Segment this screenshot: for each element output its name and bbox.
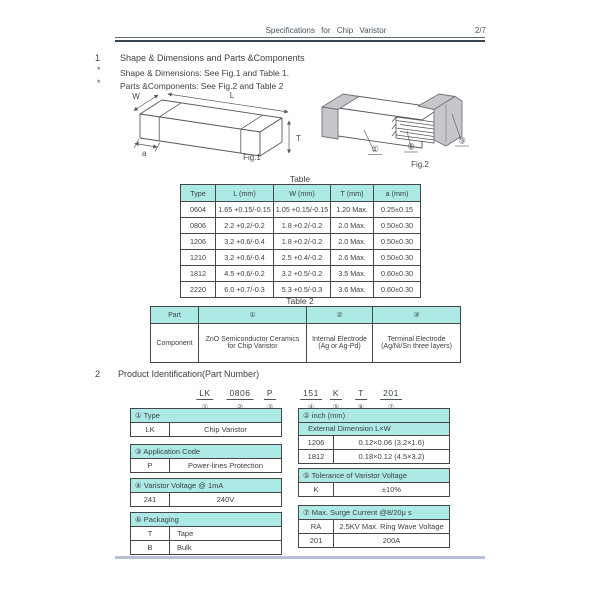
cell: 0.50±0.30 bbox=[374, 218, 421, 234]
table-row bbox=[299, 483, 449, 496]
col-header-type: Type bbox=[181, 185, 216, 202]
dimensions-table bbox=[180, 184, 421, 298]
fig2-chip-parts-drawing bbox=[312, 84, 502, 160]
table-row bbox=[151, 324, 461, 363]
col-header-1: ① bbox=[199, 307, 307, 324]
cell: 4.5 +0.6/-0.2 bbox=[216, 266, 274, 282]
fig1-label-t: T bbox=[296, 134, 301, 143]
code-table-type bbox=[130, 408, 282, 437]
cell-terminal-electrode: Terminal Electrode (Ag/Ni/Sn three layers) bbox=[373, 324, 461, 363]
cell: 0806 bbox=[181, 218, 216, 234]
table-row bbox=[299, 520, 449, 533]
cell: 0.60±0.30 bbox=[374, 282, 421, 298]
value-cell: 0.12×0.06 (3.2×1.6) bbox=[358, 438, 425, 447]
part-number-segment bbox=[380, 383, 402, 411]
code-cell: B bbox=[131, 541, 170, 554]
code-cell: K bbox=[299, 483, 334, 496]
pn-code: K bbox=[330, 388, 342, 400]
code-table-inch bbox=[298, 408, 450, 464]
cell: 0.50±0.30 bbox=[374, 234, 421, 250]
code-table-application-title: ③ Application Code bbox=[131, 445, 281, 459]
cell: 2220 bbox=[181, 282, 216, 298]
section2-title: Product Identification(Part Number) bbox=[118, 369, 260, 379]
table-row bbox=[299, 533, 449, 547]
header-rule-thin bbox=[115, 37, 485, 38]
section1-title: Shape & Dimensions and Parts &Components bbox=[120, 53, 305, 63]
cell: 1.65 +0.15/-0.15 bbox=[216, 202, 274, 218]
value-cell: 200A bbox=[382, 536, 401, 545]
cell: 1.8 +0.2/-0.2 bbox=[274, 218, 331, 234]
pn-code: 0806 bbox=[227, 388, 254, 400]
code-table-packaging-title: ⑥ Packaging bbox=[131, 513, 281, 527]
cell-ceramics: ZnO Semiconductor Ceramics for Chip Varistor bbox=[199, 324, 307, 363]
code-table-surge-title: ⑦ Max. Surge Current @8/20μ s bbox=[299, 506, 449, 520]
pn-code: 201 bbox=[380, 388, 402, 400]
cell: 3.2 +0.6/-0.4 bbox=[216, 250, 274, 266]
table-row bbox=[181, 234, 421, 250]
bullet-shape-dimensions: Shape & Dimensions: See Fig.1 and Table 1. bbox=[120, 68, 290, 78]
col-header-w: W (mm) bbox=[274, 185, 331, 202]
code-table-tolerance bbox=[298, 468, 450, 497]
value-cell: ±10% bbox=[381, 485, 402, 494]
value-cell: Bulk bbox=[177, 543, 192, 552]
cell: 1.8 +0.2/-0.2 bbox=[274, 234, 331, 250]
dimensions-table-header-row bbox=[181, 185, 421, 202]
part-number-segment bbox=[355, 383, 367, 411]
col-header-l: L (mm) bbox=[216, 185, 274, 202]
pn-code: T bbox=[355, 388, 367, 400]
code-cell: LK bbox=[131, 423, 170, 436]
cell: 0.50±0.30 bbox=[374, 250, 421, 266]
code-table-packaging bbox=[130, 512, 282, 555]
part-number-segment bbox=[330, 383, 342, 411]
cell: 1.20 Max. bbox=[331, 202, 374, 218]
code-table-voltage-title: ④ Varistor Voltage @ 1mA bbox=[131, 479, 281, 493]
cell: 6.0 +0.7/-0.3 bbox=[216, 282, 274, 298]
code-table-voltage bbox=[130, 478, 282, 507]
cell-component-label: Component bbox=[151, 324, 199, 363]
value-cell: 0.18×0.12 (4.5×3.2) bbox=[358, 452, 425, 461]
section1-number: 1 bbox=[95, 53, 101, 63]
table-row bbox=[181, 250, 421, 266]
code-cell: T bbox=[131, 527, 170, 540]
code-table-application bbox=[130, 444, 282, 473]
cell: 2.5 +0.4/-0.2 bbox=[274, 250, 331, 266]
cell: 0.60±0.30 bbox=[374, 266, 421, 282]
value-cell: Power-lines Protection bbox=[187, 461, 264, 470]
fig1-label-a: a bbox=[142, 149, 147, 158]
fig1-label-l: L bbox=[229, 91, 235, 100]
code-table-surge bbox=[298, 505, 450, 548]
fig2-caption: Fig.2 bbox=[411, 160, 429, 169]
value-cell: Tape bbox=[177, 529, 194, 538]
cell: 1812 bbox=[181, 266, 216, 282]
value-cell: 240V bbox=[216, 495, 235, 504]
code-cell: 1206 bbox=[299, 436, 334, 449]
fig2-callout-2: ② bbox=[407, 141, 415, 152]
table-row bbox=[181, 218, 421, 234]
part-number-segment bbox=[196, 383, 213, 411]
section2-number: 2 bbox=[95, 369, 101, 379]
cell: 2.0 Max. bbox=[331, 218, 374, 234]
components-table bbox=[150, 306, 461, 363]
table-row bbox=[181, 202, 421, 218]
bullet-marker: * bbox=[97, 65, 101, 75]
cell: 2.0 Max. bbox=[331, 234, 374, 250]
page-number: 2/7 bbox=[474, 26, 486, 35]
table-row bbox=[131, 423, 281, 436]
table-row bbox=[299, 449, 449, 463]
cell: 0604 bbox=[181, 202, 216, 218]
bullet-parts-components: Parts &Components: See Fig.2 and Table 2 bbox=[120, 81, 284, 91]
col-header-part: Part bbox=[151, 307, 199, 324]
col-header-t: T (mm) bbox=[331, 185, 374, 202]
cell: 3.2 +0.6/-0.4 bbox=[216, 234, 274, 250]
code-table-type-title: ① Type bbox=[131, 409, 281, 423]
cell: 1210 bbox=[181, 250, 216, 266]
pn-code: 151 bbox=[300, 388, 322, 400]
fig1-chip-dimensions-drawing bbox=[112, 90, 317, 158]
pn-code: P bbox=[264, 388, 276, 400]
table-row bbox=[131, 493, 281, 506]
cell-internal-electrode: Internal Electrode (Ag or Ag-Pd) bbox=[307, 324, 373, 363]
bullet-marker: * bbox=[97, 78, 101, 88]
code-cell: 241 bbox=[131, 493, 170, 506]
code-cell: 201 bbox=[299, 534, 334, 547]
table1-caption: Table bbox=[289, 174, 311, 184]
page-header-title: Specifications for Chip Varistor bbox=[265, 26, 387, 35]
pn-code: LK bbox=[196, 388, 213, 400]
value-cell: Chip Varistor bbox=[204, 425, 247, 434]
cell: 3.6 Max. bbox=[331, 282, 374, 298]
fig2-callout-1: ① bbox=[371, 144, 379, 154]
table-row bbox=[131, 540, 281, 554]
fig2-callout-3: ③ bbox=[458, 135, 466, 146]
col-header-2: ② bbox=[307, 307, 373, 324]
header-rule-thick bbox=[115, 40, 485, 42]
fig1-label-w: W bbox=[132, 92, 140, 101]
cell: 3.2 +0.5/-0.2 bbox=[274, 266, 331, 282]
cell: 2.6 Max. bbox=[331, 250, 374, 266]
value-cell: 2.5KV Max. Ring Wave Voltage bbox=[339, 522, 444, 531]
code-table-tolerance-title: ⑤ Tolerance of Varistor Voltage bbox=[299, 469, 449, 483]
col-header-a: a (mm) bbox=[374, 185, 421, 202]
table-row bbox=[299, 436, 449, 449]
footer-rule bbox=[115, 556, 485, 559]
cell: 1206 bbox=[181, 234, 216, 250]
table-row bbox=[131, 459, 281, 472]
cell: 0.25±0.15 bbox=[374, 202, 421, 218]
part-number-segment bbox=[264, 383, 276, 411]
cell: 3.5 Max. bbox=[331, 266, 374, 282]
table2-caption: Table 2 bbox=[286, 296, 314, 306]
part-number-segment bbox=[300, 383, 322, 411]
code-cell: RA bbox=[299, 520, 334, 533]
fig1-caption: Fig.1 bbox=[243, 153, 261, 162]
code-cell: P bbox=[131, 459, 170, 472]
table-row bbox=[131, 527, 281, 540]
code-table-inch-title: ② inch (mm) bbox=[299, 409, 449, 423]
table-row bbox=[181, 266, 421, 282]
part-number-segment bbox=[227, 383, 254, 411]
cell: 2.2 +0.2/-0.2 bbox=[216, 218, 274, 234]
col-header-3: ③ bbox=[373, 307, 461, 324]
code-cell: 1812 bbox=[299, 450, 334, 463]
cell: 5.3 +0.5/-0.3 bbox=[274, 282, 331, 298]
code-table-inch-subtitle: External Dimension L×W bbox=[299, 423, 449, 436]
cell: 1.05 +0.15/-0.15 bbox=[274, 202, 331, 218]
components-table-header-row bbox=[151, 307, 461, 324]
